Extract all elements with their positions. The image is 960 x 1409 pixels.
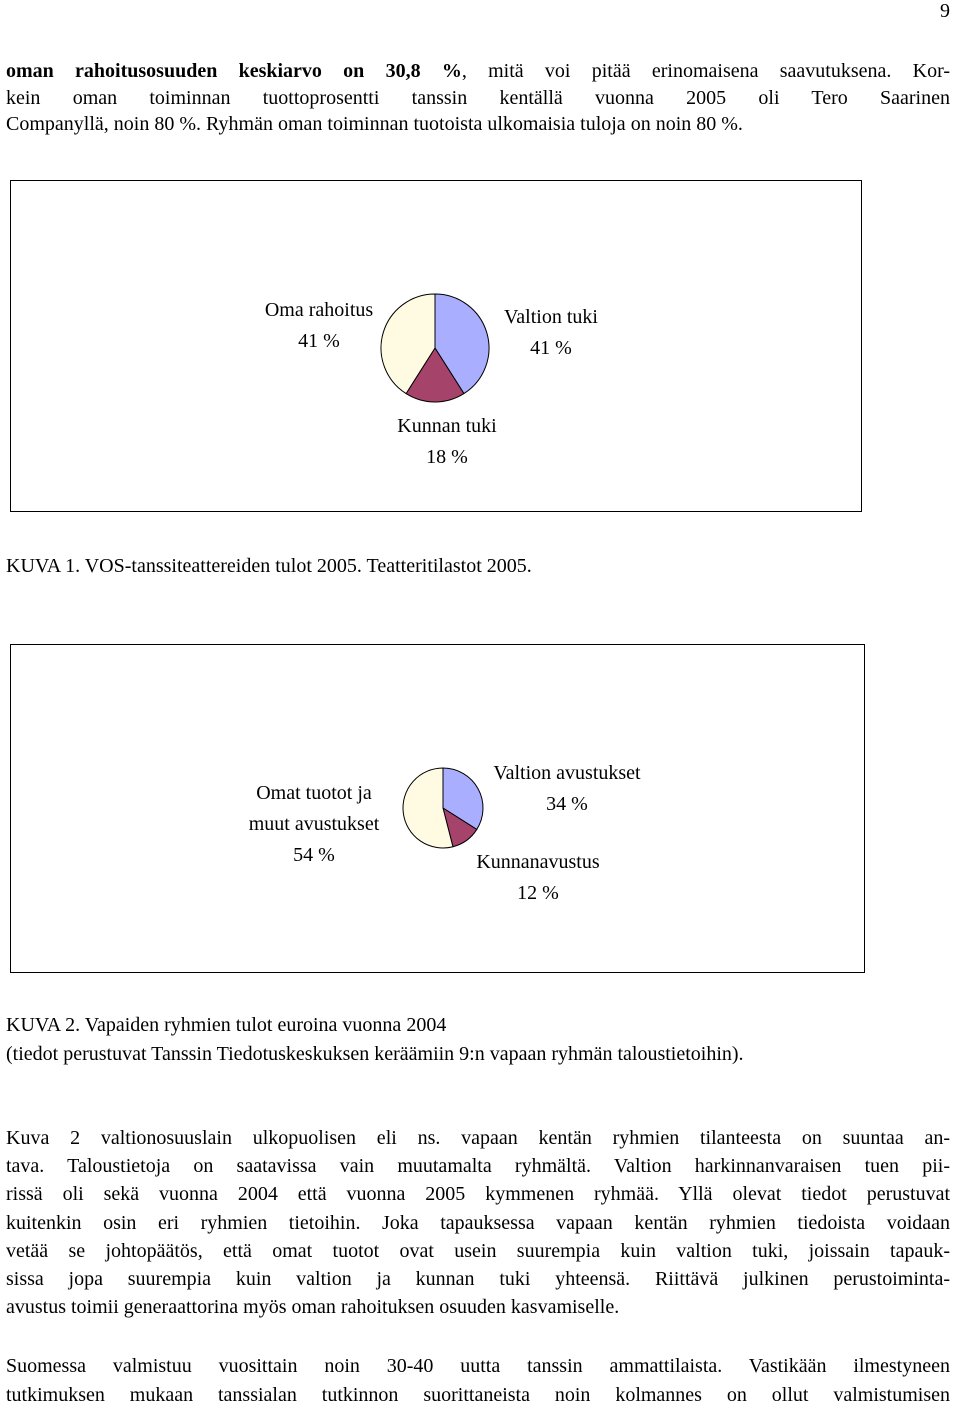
intro-line (6, 85, 950, 112)
body-line: sissa jopa suurempia kuin valtion ja kunnan tuki yhteensä. Riittävä julkinen perustoiminta- (6, 1265, 950, 1293)
figure-1-chart-frame (10, 180, 862, 512)
intro-bold-text: oman rahoitusosuuden keskiarvo on 30,8 % (6, 60, 462, 82)
figure-2-caption-line: KUVA 2. Vapaiden ryhmien tulot euroina vuonna 2004 (6, 1011, 744, 1040)
body-line: vetää se johtopäätös, että omat tuotot ovat usein suurempia kuin valtion tuki, joissain tapauk- (6, 1237, 950, 1265)
body-line: Kuva 2 valtionosuuslain ulkopuolisen eli ns. vapaan kentän ryhmien tilanteesta on suuntaa an- (6, 1124, 950, 1152)
intro-line (6, 111, 950, 138)
intro-text: , mitä voi pitää erinomaisena saavutuksena. Kor- (462, 60, 950, 82)
figure-2-pie-chart (11, 645, 864, 972)
figure-1-pie-chart (11, 181, 861, 511)
intro-text: kein oman toiminnan tuottoprosentti tanssin kentällä vuonna 2005 oli Tero Saarinen (6, 87, 950, 109)
pie2-label-omat-tuotot-ja: Omat tuotot ja muut avustukset 54 % (249, 782, 380, 866)
final-line: Suomessa valmistuu vuosittain noin 30-40 uutta tanssin ammattilaista. Vastikään ilmestyneen (6, 1352, 950, 1381)
body-paragraph (6, 1124, 950, 1321)
pie1-label-kunnan-tuki: Kunnan tuki 18 % (397, 415, 497, 468)
body-line: kuitenkin osin eri ryhmien tietoihin. Joka tapauksessa vapaan kentän ryhmien tiedoista voidaan (6, 1209, 950, 1237)
intro-text: Companyllä, noin 80 %. Ryhmän oman toiminnan tuotoista ulkomaisia tuloja on noin 80 %. (6, 113, 743, 135)
figure-2-caption-line: (tiedot perustuvat Tanssin Tiedotuskeskuksen keräämiin 9:n vapaan ryhmän taloustietoihin). (6, 1040, 744, 1069)
body-line: tava. Taloustietoja on saatavissa vain muutamalta ryhmältä. Valtion harkinnanvaraisen tuen pii- (6, 1152, 950, 1180)
figure-2-caption (6, 1011, 744, 1069)
figure-2-chart-frame (10, 644, 865, 973)
page-number: 9 (940, 0, 950, 23)
intro-line (6, 58, 950, 85)
pie2-label-kunnanavustus: Kunnanavustus 12 % (476, 851, 600, 904)
final-paragraph (6, 1352, 950, 1409)
body-line: rissä oli sekä vuonna 2004 että vuonna 2005 kymmenen ryhmää. Yllä olevat tiedot perustuvat (6, 1180, 950, 1208)
pie1-label-valtion-tuki: Valtion tuki 41 % (504, 306, 598, 359)
body-line: avustus toimii generaattorina myös oman rahoituksen osuuden kasvamiselle. (6, 1293, 950, 1321)
intro-paragraph (6, 58, 950, 138)
final-line: tutkimuksen mukaan tanssialan tutkinnon suorittaneista noin kolmannes on ollut valmistumisen (6, 1381, 950, 1409)
figure-1-caption: KUVA 1. VOS-tanssiteattereiden tulot 2005. Teatteritilastot 2005. (6, 552, 532, 581)
pie2-label-valtion-avustukset: Valtion avustukset 34 % (493, 762, 641, 815)
pie1-label-oma-rahoitus: Oma rahoitus 41 % (265, 299, 374, 352)
